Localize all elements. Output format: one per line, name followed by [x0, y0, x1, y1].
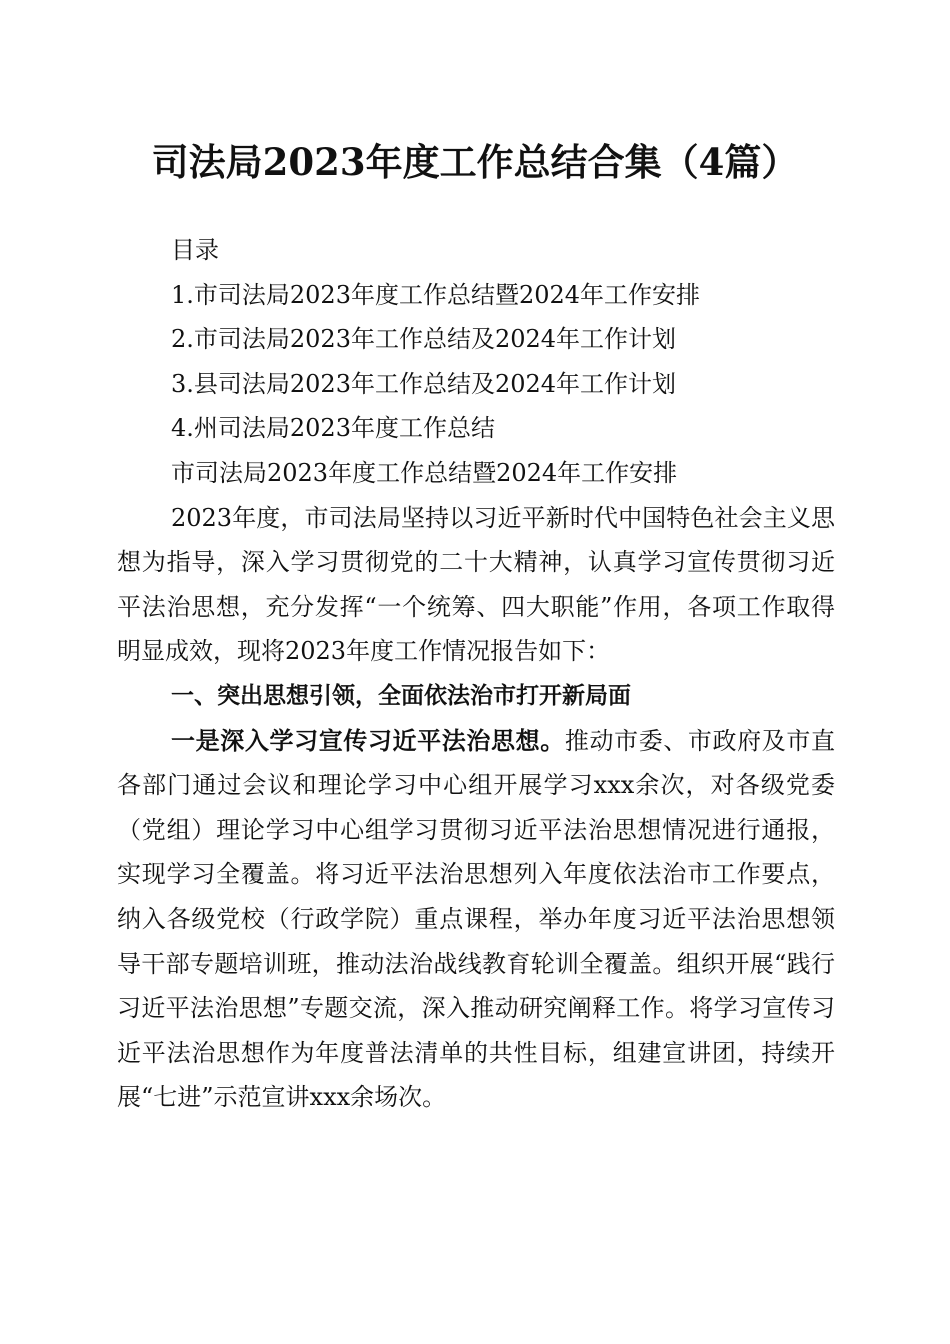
toc-item-2: 2.市司法局2023年工作总结及2024年工作计划: [171, 325, 677, 354]
intro-paragraph: 2023年度，市司法局坚持以习近平新时代中国特色社会主义思想为指导，深入学习贯彻党的二十大精神，认真学习宣传贯彻习近平法治思想，充分发挥“一个统筹、四大职能”作用，各项工作取得明显成效，现将2023年度工作情况报告如下：: [117, 503, 835, 666]
section-paragraph: [117, 719, 835, 1120]
toc-label: 目录: [171, 236, 219, 264]
toc-item-3: 3.县司法局2023年工作总结及2024年工作计划: [171, 369, 677, 398]
section-heading: 一、突出思想引领，全面依法治市打开新局面: [171, 682, 631, 709]
article-title: 市司法局2023年度工作总结暨2024年工作安排: [171, 458, 678, 487]
toc-item-4: 4.州司法局2023年度工作总结: [171, 414, 495, 443]
document-body: [117, 228, 835, 1120]
section-body: 推动市委、市政府及市直各部门通过会议和理论学习中心组开展学习xxx余次，对各级党委（党组）理论学习中心组学习贯彻习近平法治思想情况进行通报，实现学习全覆盖。将习近平法治思想列入年度依法治市工作要点，纳入各级党校（行政学院）重点课程，举办年度习近平法治思想领导干部专题培训班，推动法治战线教育轮训全覆盖。组织开展“践行习近平法治思想”专题交流，深入推动研究阐释工作。将学习宣传习近平法治思想作为年度普法清单的共性目标，组建宣讲团，持续开展“七进”示范宣讲xxx余场次。: [117, 726, 836, 1112]
section-lead: 一是深入学习宣传习近平法治思想。: [171, 725, 565, 755]
document-title: 司法局2023年度工作总结合集（4篇）: [151, 140, 799, 184]
toc-item-1: 1.市司法局2023年度工作总结暨2024年工作安排: [171, 280, 701, 309]
